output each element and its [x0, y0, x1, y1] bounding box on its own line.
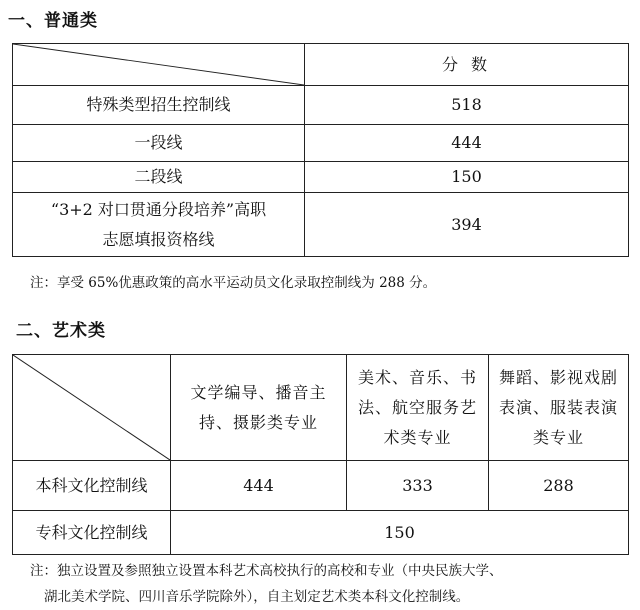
score-column-header: 分 数	[305, 44, 629, 86]
row-label: 专科文化控制线	[13, 511, 171, 555]
section1-note: 注：享受 65%优惠政策的高水平运动员文化录取控制线为 288 分。	[30, 275, 437, 291]
row-label: 二段线	[13, 162, 305, 193]
column-header-line: 持、摄影类专业	[198, 412, 318, 432]
diagonal-line	[13, 44, 304, 85]
column-header-line: 舞蹈、影视戏剧	[498, 367, 618, 387]
diagonal-header-cell	[13, 44, 305, 86]
art-scores-table	[12, 354, 629, 555]
section2-note-line1: 注：独立设置及参照独立设置本科艺术高校执行的高校和专业（中央民族大学、	[30, 563, 503, 579]
column-header-line: 美术、音乐、书	[357, 367, 477, 387]
column-header-fine-arts	[347, 355, 489, 461]
table-row	[13, 193, 629, 257]
column-header-line: 术类专业	[383, 427, 452, 447]
table-row	[13, 125, 629, 162]
row-label: 一段线	[13, 125, 305, 162]
row-value: 150	[305, 162, 629, 193]
row-value: 444	[305, 125, 629, 162]
table-row	[13, 511, 629, 555]
row-label: 本科文化控制线	[13, 461, 171, 511]
column-header-line: 法、航空服务艺	[357, 397, 477, 417]
row-value: 518	[305, 86, 629, 125]
column-header-line: 类专业	[532, 427, 584, 447]
table-row	[13, 162, 629, 193]
section2-note	[30, 558, 503, 610]
row-label-line2: 志愿填报资格线	[102, 229, 215, 249]
table-row	[13, 461, 629, 511]
section2-heading: 二、艺术类	[16, 321, 106, 341]
diagonal-line	[13, 355, 170, 460]
section1-heading: 一、普通类	[8, 11, 98, 31]
diagonal-header-cell	[13, 355, 171, 461]
row-value: 333	[347, 461, 489, 511]
row-label	[13, 193, 305, 257]
column-header-literature	[171, 355, 347, 461]
row-label: 特殊类型招生控制线	[13, 86, 305, 125]
column-header-dance	[489, 355, 629, 461]
row-value: 444	[171, 461, 347, 511]
row-value: 394	[305, 193, 629, 257]
general-scores-table	[12, 43, 629, 257]
column-header-line: 表演、服装表演	[498, 397, 618, 417]
section2-note-line2: 湖北美术学院、四川音乐学院除外），自主划定艺术类本科文化控制线。	[44, 589, 470, 605]
column-header-line: 文学编导、播音主	[190, 382, 327, 402]
row-label-line1: “3+2 对口贯通分段培养”高职	[50, 199, 267, 219]
row-value: 288	[489, 461, 629, 511]
row-value: 150	[171, 511, 629, 555]
table-row	[13, 86, 629, 125]
